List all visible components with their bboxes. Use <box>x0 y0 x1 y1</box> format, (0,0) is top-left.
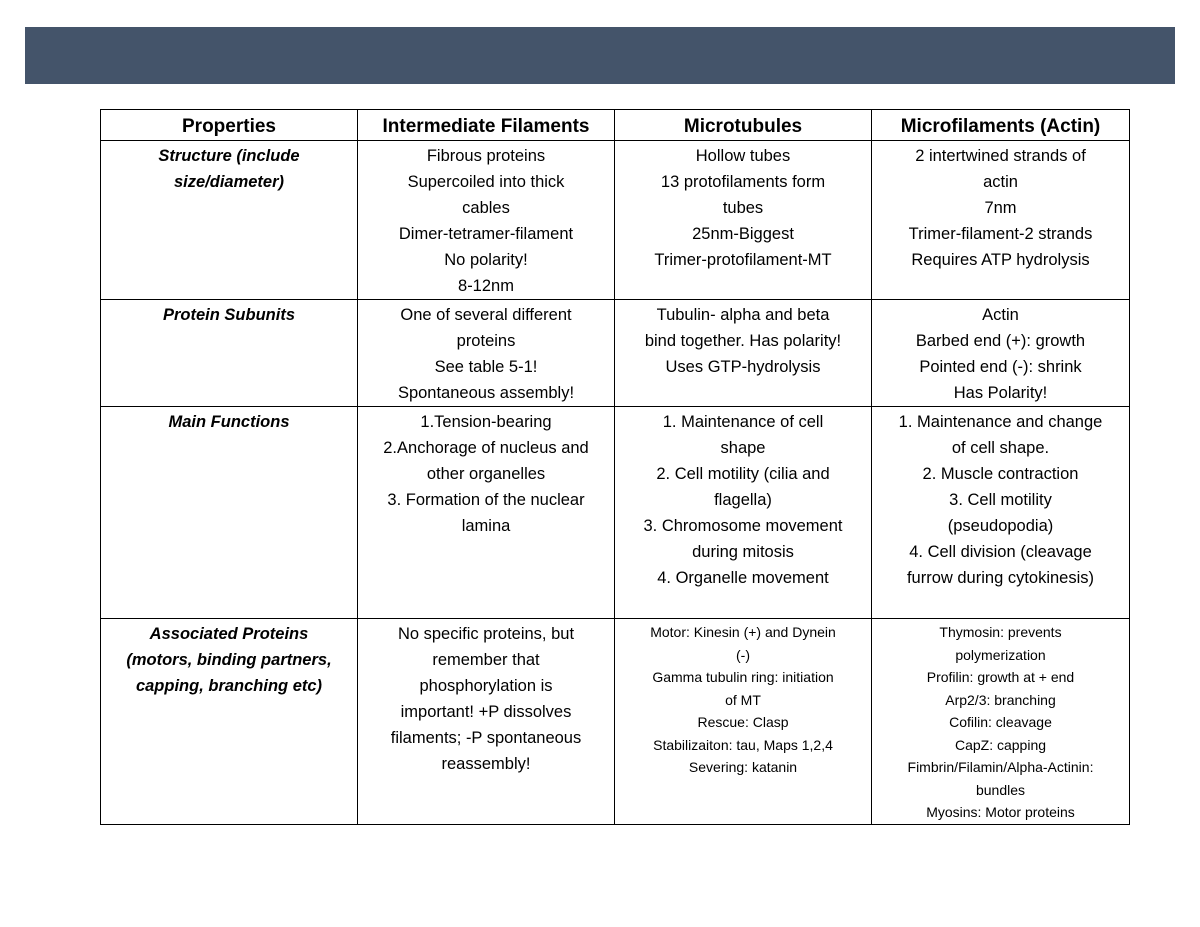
cell-structure-microfilaments <box>872 141 1130 300</box>
row-structure <box>101 141 1130 300</box>
cell-associated-microtubules <box>615 619 872 825</box>
cell-line: Actin <box>982 306 1019 324</box>
cell-line: 7nm <box>984 199 1017 217</box>
cell-subunits-intermediate <box>358 300 615 407</box>
cell-line: Fibrous proteins <box>426 147 546 165</box>
slide-title-bar <box>25 27 1175 84</box>
cell-line: of cell shape. <box>951 439 1050 457</box>
cytoskeleton-comparison-table <box>100 109 1130 825</box>
cell-line: Gamma tubulin ring: initiation <box>652 669 834 685</box>
cell-line: important! +P dissolves <box>400 703 572 721</box>
cell-line: Barbed end (+): growth <box>915 332 1086 350</box>
cell-line: See table 5-1! <box>434 358 538 376</box>
cell-line: 2. Muscle contraction <box>922 465 1079 483</box>
cell-line: Cofilin: cleavage <box>949 714 1052 730</box>
row-label-protein-subunits <box>101 300 358 407</box>
cell-line: cables <box>462 199 510 217</box>
cell-line: proteins <box>456 332 516 350</box>
row-label-main-functions <box>101 407 358 619</box>
cell-line: Protein Subunits <box>163 306 295 324</box>
row-associated-proteins <box>101 619 1130 825</box>
cell-structure-microtubules <box>615 141 872 300</box>
cell-line: Hollow tubes <box>695 147 791 165</box>
cell-line: capping, branching etc) <box>135 677 323 695</box>
cell-line: Uses GTP-hydrolysis <box>665 358 821 376</box>
cell-associated-microfilaments <box>872 619 1130 825</box>
cell-line: Arp2/3: branching <box>945 691 1056 708</box>
cell-line: Severing: katanin <box>688 759 798 775</box>
cell-line: filaments; -P spontaneous <box>390 729 582 747</box>
cell-line: remember that <box>432 651 540 669</box>
header-microfilaments: Microfilaments (Actin) <box>872 110 1130 141</box>
cell-line: during mitosis <box>692 543 794 561</box>
cell-line: bundles <box>975 781 1026 798</box>
cell-line: One of several different <box>400 306 572 324</box>
cell-functions-microtubules <box>615 407 872 619</box>
cell-line: 13 protofilaments form <box>660 173 826 191</box>
cell-line: Structure (include <box>158 147 300 165</box>
cell-line: other organelles <box>426 465 546 483</box>
cell-line: 8-12nm <box>458 277 514 295</box>
cell-line: 3. Formation of the nuclear <box>387 491 585 509</box>
cell-line: Stabilizaiton: tau, Maps 1,2,4 <box>653 736 833 753</box>
cell-line: No specific proteins, but <box>397 625 575 643</box>
cell-line: furrow during cytokinesis) <box>906 569 1095 587</box>
cell-line: (-) <box>736 646 750 663</box>
cell-line: Has Polarity! <box>953 384 1048 402</box>
row-protein-subunits <box>101 300 1130 407</box>
cell-functions-microfilaments <box>872 407 1130 619</box>
cell-line: Spontaneous assembly! <box>397 384 575 402</box>
cell-line: polymerization <box>955 646 1046 663</box>
cell-line: 1. Maintenance and change <box>898 413 1103 431</box>
header-row <box>101 110 1130 141</box>
cell-line: Thymosin: prevents <box>939 624 1062 640</box>
cell-line: size/diameter) <box>173 173 285 191</box>
cell-line: Rescue: Clasp <box>697 714 789 730</box>
cell-line: Requires ATP hydrolysis <box>911 251 1090 269</box>
cell-line: 4. Cell division (cleavage <box>909 543 1092 561</box>
cell-line: Trimer-protofilament-MT <box>654 251 832 269</box>
cell-line: Motor: Kinesin (+) and Dynein <box>650 624 836 640</box>
cell-structure-intermediate <box>358 141 615 300</box>
cell-line: Fimbrin/Filamin/Alpha-Actinin: <box>907 759 1094 775</box>
cell-line: Supercoiled into thick <box>407 173 565 191</box>
row-label-structure <box>101 141 358 300</box>
cell-line: (pseudopodia) <box>947 517 1054 535</box>
cell-functions-intermediate <box>358 407 615 619</box>
cell-line: Associated Proteins <box>149 625 309 643</box>
cell-line: phosphorylation is <box>419 677 553 695</box>
cell-line: 2. Cell motility (cilia and <box>656 465 830 483</box>
cell-line: reassembly! <box>441 755 531 773</box>
cell-line: Myosins: Motor proteins <box>926 804 1075 820</box>
row-label-associated-proteins <box>101 619 358 825</box>
cell-line: flagella) <box>714 491 772 509</box>
cell-line: Trimer-filament-2 strands <box>908 225 1093 243</box>
cell-line: 3. Chromosome movement <box>643 517 843 535</box>
cell-subunits-microfilaments <box>872 300 1130 407</box>
cell-line: Dimer-tetramer-filament <box>398 225 574 243</box>
cell-line: bind together. Has polarity! <box>644 332 842 350</box>
cell-line: shape <box>720 439 766 457</box>
cell-line: 25nm-Biggest <box>692 225 794 243</box>
row-main-functions <box>101 407 1130 619</box>
header-microtubules: Microtubules <box>615 110 872 141</box>
cell-line: Main Functions <box>168 413 290 431</box>
cell-line: actin <box>983 173 1018 191</box>
cell-line: 1. Maintenance of cell <box>662 413 824 431</box>
cell-line: lamina <box>461 517 511 535</box>
cell-line: No polarity! <box>444 251 528 269</box>
cell-line: CapZ: capping <box>954 736 1047 753</box>
cell-line: 2 intertwined strands of <box>915 147 1086 165</box>
cell-line: 3. Cell motility <box>949 491 1052 509</box>
cell-line: 1.Tension-bearing <box>420 413 552 431</box>
cell-line: tubes <box>722 199 764 217</box>
cell-line: (motors, binding partners, <box>126 651 332 669</box>
cell-line: Pointed end (-): shrink <box>919 358 1082 376</box>
cell-line: Profilin: growth at + end <box>926 669 1075 685</box>
header-intermediate-filaments: Intermediate Filaments <box>358 110 615 141</box>
cell-subunits-microtubules <box>615 300 872 407</box>
cell-line: of MT <box>725 691 761 708</box>
cell-line: 4. Organelle movement <box>657 569 829 587</box>
cell-line: 2.Anchorage of nucleus and <box>383 439 589 457</box>
cell-associated-intermediate <box>358 619 615 825</box>
cell-line: Tubulin- alpha and beta <box>656 306 830 324</box>
header-properties: Properties <box>101 110 358 141</box>
